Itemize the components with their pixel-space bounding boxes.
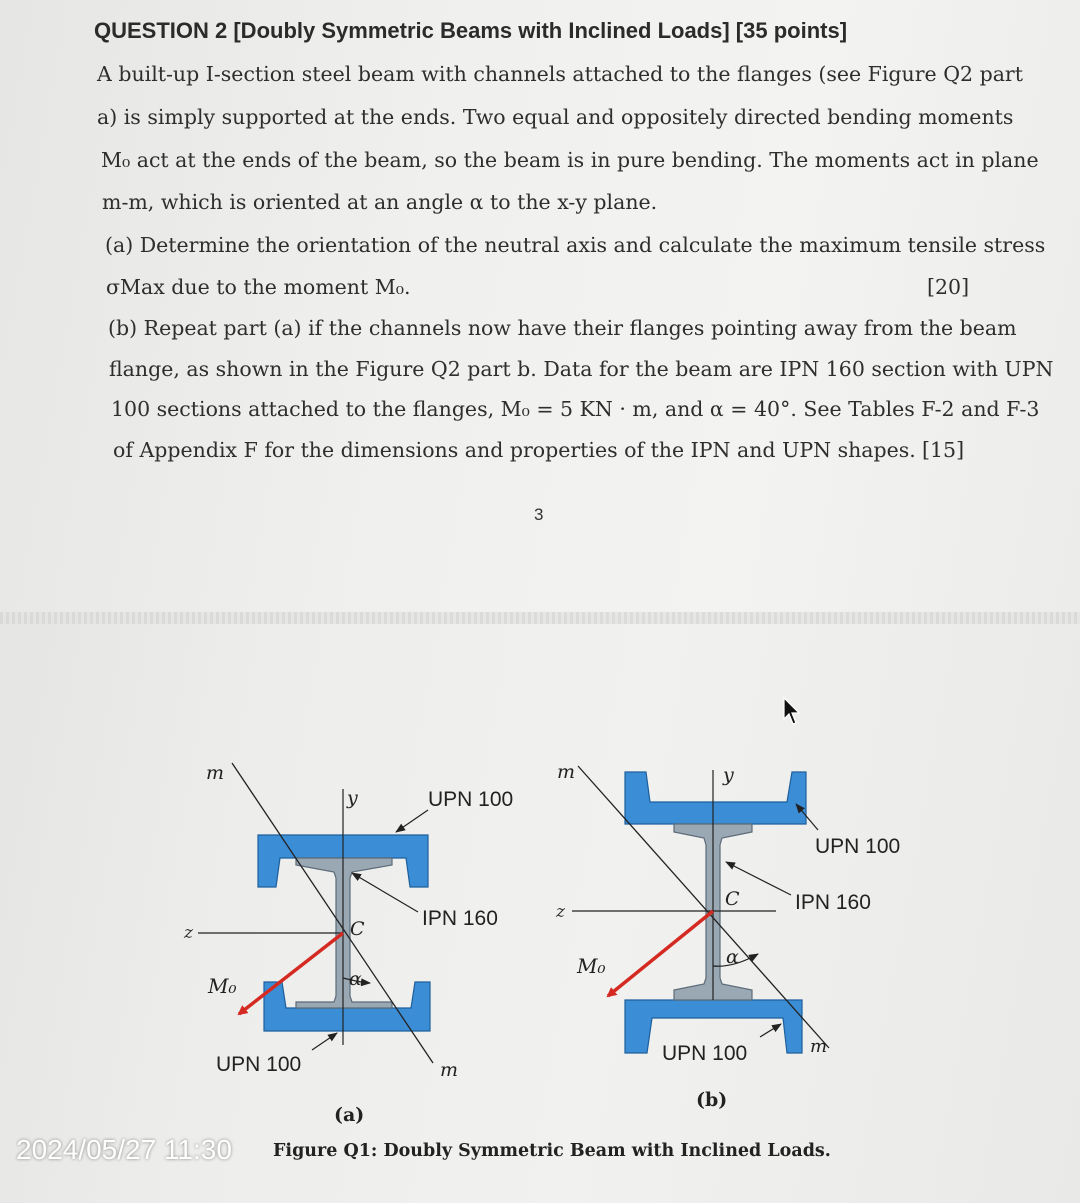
label-m-top-a: m	[206, 762, 225, 784]
figure-part-b	[555, 761, 900, 1111]
part-b-marks: [15]	[922, 438, 965, 462]
figure-part-a	[183, 762, 513, 1126]
label-alpha-a: α	[349, 968, 362, 990]
label-ipn-a: IPN 160	[422, 907, 498, 930]
intro-line: M₀ act at the ends of the beam, so the beam is in pure bending. The moments act in plane	[101, 148, 1039, 172]
label-part-a: (a)	[334, 1104, 365, 1126]
upn-top-channel-b	[625, 772, 806, 824]
label-z-a: z	[184, 923, 193, 943]
label-y-b: y	[723, 764, 734, 786]
label-y-a: y	[347, 787, 358, 809]
photo-timestamp: 2024/05/27 11:30	[16, 1134, 232, 1165]
label-upn-bottom-b: UPN 100	[662, 1042, 748, 1065]
intro-line: m-m, which is oriented at an angle α to the x-y plane.	[102, 190, 658, 214]
label-upn-top-b: UPN 100	[815, 835, 901, 858]
figure-caption: Figure Q1: Doubly Symmetric Beam with Inclined Loads.	[273, 1141, 831, 1161]
label-c-b: C	[725, 888, 740, 910]
part-b-line: 100 sections attached to the flanges, M₀ = 5 KN · m, and α = 40°. See Tables F-2 and F-3	[111, 397, 1040, 421]
part-a-line: σMax due to the moment M₀.	[106, 275, 411, 299]
part-b-line: flange, as shown in the Figure Q2 part b. Data for the beam are IPN 160 section with UPN	[109, 357, 1054, 381]
label-m-top-b: m	[557, 761, 576, 783]
label-ipn-b: IPN 160	[795, 891, 871, 914]
label-z-b: z	[556, 902, 565, 922]
label-c-a: C	[350, 918, 365, 940]
label-upn-top-a: UPN 100	[428, 788, 514, 811]
label-m-bottom-a: m	[440, 1059, 459, 1081]
question-title: QUESTION 2 [Doubly Symmetric Beams with Inclined Loads] [35 points]	[94, 18, 848, 43]
label-part-b: (b)	[696, 1089, 728, 1111]
part-a-line: (a) Determine the orientation of the neutral axis and calculate the maximum tensile stress	[105, 233, 1046, 257]
intro-line: a) is simply supported at the ends. Two equal and oppositely directed bending moments	[97, 105, 1014, 129]
part-b-line: (b) Repeat part (a) if the channels now have their flanges pointing away from the beam	[108, 316, 1017, 340]
label-mo-a: M₀	[208, 974, 237, 998]
intro-line: A built-up I-section steel beam with channels attached to the flanges (see Figure Q2 part	[97, 62, 1023, 86]
part-a-marks: [20]	[927, 275, 970, 299]
label-upn-bottom-a: UPN 100	[216, 1053, 302, 1076]
label-mo-b: M₀	[577, 954, 606, 978]
label-alpha-b: α	[726, 946, 739, 968]
page-number: 3	[534, 505, 544, 524]
label-m-bottom-b: m	[810, 1036, 828, 1057]
part-b-line: of Appendix F for the dimensions and properties of the IPN and UPN shapes.	[113, 438, 916, 462]
